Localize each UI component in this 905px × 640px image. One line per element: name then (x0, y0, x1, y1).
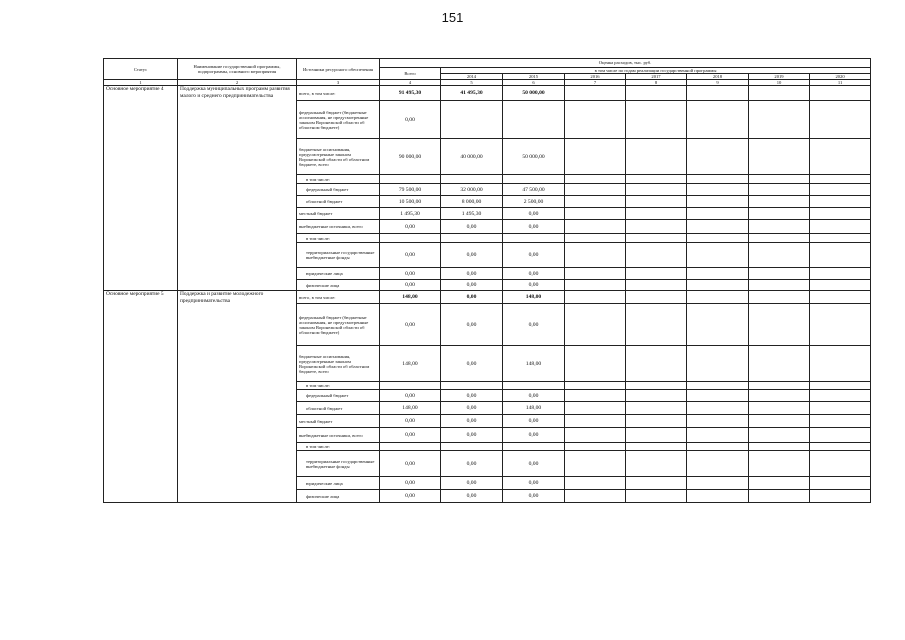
year-2014-cell: 0,00 (441, 346, 503, 382)
table-row (104, 291, 871, 304)
year-2015-cell (503, 234, 565, 243)
empty-year-cell (626, 451, 687, 477)
total-cell: 0,00 (380, 390, 441, 402)
source-cell: федеральный бюджет (297, 390, 380, 402)
source-cell: бюджетные ассигнования, предусмотренные законом Воронежской области об областном бюджете, всего (297, 139, 380, 175)
status-cell: Основное мероприятие 5 (104, 291, 178, 503)
year-2015-cell: 50 000,00 (503, 86, 565, 101)
empty-year-cell (810, 101, 871, 139)
year-2015-cell: 148,00 (503, 291, 565, 304)
empty-year-cell (687, 268, 749, 280)
year-2015-cell: 0,00 (503, 428, 565, 443)
total-cell (380, 443, 441, 451)
empty-year-cell (687, 280, 749, 291)
empty-year-cell (565, 280, 626, 291)
year-2015-cell: 0,00 (503, 268, 565, 280)
empty-year-cell (565, 101, 626, 139)
empty-year-cell (626, 415, 687, 428)
empty-year-cell (810, 243, 871, 268)
year-2015-cell: 0,00 (503, 415, 565, 428)
empty-year-cell (565, 234, 626, 243)
empty-year-cell (749, 208, 810, 220)
source-cell: всего, в том числе: (297, 291, 380, 304)
empty-year-cell (687, 139, 749, 175)
empty-year-cell (749, 220, 810, 234)
column-number: 5 (441, 80, 503, 86)
year-2015-cell: 0,00 (503, 477, 565, 490)
empty-year-cell (626, 280, 687, 291)
source-cell: областной бюджет (297, 196, 380, 208)
empty-year-cell (810, 268, 871, 280)
empty-year-cell (565, 477, 626, 490)
empty-year-cell (749, 268, 810, 280)
total-cell: 148,00 (380, 402, 441, 415)
source-cell: местный бюджет (297, 415, 380, 428)
total-cell: 0,00 (380, 428, 441, 443)
source-cell: в том числе: (297, 382, 380, 390)
empty-year-cell (749, 86, 810, 101)
empty-year-cell (810, 346, 871, 382)
year-2014-cell: 0,00 (441, 220, 503, 234)
empty-year-cell (626, 291, 687, 304)
year-2015-cell: 0,00 (503, 390, 565, 402)
year-2014-cell (441, 101, 503, 139)
empty-year-cell (565, 402, 626, 415)
column-number: 1 (104, 80, 178, 86)
empty-year-cell (810, 415, 871, 428)
total-cell: 91 495,30 (380, 86, 441, 101)
year-2014-cell: 0,00 (441, 490, 503, 503)
column-number: 7 (565, 80, 626, 86)
year-2015-cell: 148,00 (503, 346, 565, 382)
empty-year-cell (565, 415, 626, 428)
empty-year-cell (565, 428, 626, 443)
empty-year-cell (687, 451, 749, 477)
total-cell: 0,00 (380, 220, 441, 234)
empty-year-cell (749, 415, 810, 428)
source-cell: федеральный бюджет (бюджетные ассигнования, не предусмотренные законом Воронежской области об областном бюджете) (297, 101, 380, 139)
year-2014-cell: 0,00 (441, 415, 503, 428)
empty-year-cell (687, 208, 749, 220)
year-2014-cell: 0,00 (441, 280, 503, 291)
empty-year-cell (810, 208, 871, 220)
header-total: Всего (380, 68, 441, 80)
empty-year-cell (687, 184, 749, 196)
empty-year-cell (626, 382, 687, 390)
empty-year-cell (749, 451, 810, 477)
table-row (104, 86, 871, 101)
empty-year-cell (626, 196, 687, 208)
status-cell: Основное мероприятие 4 (104, 86, 178, 291)
empty-year-cell (687, 86, 749, 101)
header-year: 2018 (687, 74, 749, 80)
source-cell: физические лица (297, 490, 380, 503)
total-cell: 0,00 (380, 477, 441, 490)
empty-year-cell (565, 304, 626, 346)
empty-year-cell (810, 196, 871, 208)
empty-year-cell (749, 390, 810, 402)
empty-year-cell (687, 196, 749, 208)
column-number: 8 (626, 80, 687, 86)
empty-year-cell (626, 184, 687, 196)
empty-year-cell (565, 208, 626, 220)
total-cell: 0,00 (380, 490, 441, 503)
empty-year-cell (626, 243, 687, 268)
empty-year-cell (810, 402, 871, 415)
column-number: 11 (810, 80, 871, 86)
empty-year-cell (810, 175, 871, 184)
program-name-cell: Поддержка и развитие молодежного предпринимательства (178, 291, 297, 503)
empty-year-cell (810, 291, 871, 304)
empty-year-cell (749, 382, 810, 390)
empty-year-cell (687, 291, 749, 304)
empty-year-cell (687, 220, 749, 234)
empty-year-cell (810, 304, 871, 346)
year-2015-cell (503, 101, 565, 139)
total-cell: 0,00 (380, 243, 441, 268)
year-2015-cell (503, 175, 565, 184)
year-2015-cell (503, 382, 565, 390)
year-2015-cell: 0,00 (503, 304, 565, 346)
empty-year-cell (749, 184, 810, 196)
year-2014-cell (441, 175, 503, 184)
empty-year-cell (565, 184, 626, 196)
header-year: 2019 (749, 74, 810, 80)
header-source: Источники ресурсного обеспечения (297, 59, 380, 80)
empty-year-cell (749, 291, 810, 304)
empty-year-cell (565, 490, 626, 503)
year-2015-cell: 0,00 (503, 490, 565, 503)
year-2014-cell: 0,00 (441, 291, 503, 304)
source-cell: местный бюджет (297, 208, 380, 220)
empty-year-cell (626, 477, 687, 490)
year-2015-cell (503, 443, 565, 451)
empty-year-cell (687, 477, 749, 490)
empty-year-cell (626, 402, 687, 415)
total-cell: 148,00 (380, 346, 441, 382)
empty-year-cell (687, 346, 749, 382)
empty-year-cell (565, 346, 626, 382)
year-2015-cell: 0,00 (503, 451, 565, 477)
header-name: Наименование государственной программы, подпрограммы, основного мероприятия (178, 59, 297, 80)
year-2014-cell: 40 000,00 (441, 139, 503, 175)
empty-year-cell (810, 184, 871, 196)
empty-year-cell (749, 443, 810, 451)
source-cell: юридические лица (297, 268, 380, 280)
year-2014-cell (441, 443, 503, 451)
empty-year-cell (810, 139, 871, 175)
empty-year-cell (810, 280, 871, 291)
empty-year-cell (749, 402, 810, 415)
empty-year-cell (565, 196, 626, 208)
total-cell: 0,00 (380, 280, 441, 291)
total-cell (380, 234, 441, 243)
year-2014-cell: 0,00 (441, 304, 503, 346)
year-2014-cell: 0,00 (441, 390, 503, 402)
column-number: 2 (178, 80, 297, 86)
empty-year-cell (626, 208, 687, 220)
total-cell (380, 382, 441, 390)
source-cell: внебюджетные источники, всего (297, 220, 380, 234)
source-cell: в том числе: (297, 234, 380, 243)
empty-year-cell (626, 220, 687, 234)
year-2014-cell: 32 000,00 (441, 184, 503, 196)
empty-year-cell (626, 390, 687, 402)
header-estimate: Оценка расходов, тыс. руб. (380, 59, 871, 68)
year-2015-cell: 0,00 (503, 280, 565, 291)
page-number: 151 (441, 10, 464, 25)
empty-year-cell (565, 382, 626, 390)
year-2014-cell: 0,00 (441, 428, 503, 443)
total-cell (380, 175, 441, 184)
empty-year-cell (687, 175, 749, 184)
year-2014-cell: 0,00 (441, 451, 503, 477)
total-cell: 79 500,00 (380, 184, 441, 196)
total-cell: 1 495,30 (380, 208, 441, 220)
year-2014-cell: 0,00 (441, 477, 503, 490)
empty-year-cell (687, 382, 749, 390)
empty-year-cell (565, 443, 626, 451)
empty-year-cell (810, 428, 871, 443)
column-number: 9 (687, 80, 749, 86)
empty-year-cell (626, 86, 687, 101)
empty-year-cell (687, 101, 749, 139)
empty-year-cell (810, 451, 871, 477)
header-year: 2020 (810, 74, 871, 80)
empty-year-cell (749, 490, 810, 503)
empty-year-cell (626, 346, 687, 382)
empty-year-cell (687, 390, 749, 402)
empty-year-cell (626, 139, 687, 175)
year-2015-cell: 47 500,00 (503, 184, 565, 196)
source-cell: всего, в том числе: (297, 86, 380, 101)
empty-year-cell (687, 443, 749, 451)
source-cell: в том числе: (297, 175, 380, 184)
total-cell: 0,00 (380, 415, 441, 428)
source-cell: федеральный бюджет (бюджетные ассигнования, не предусмотренные законом Воронежской области об областном бюджете) (297, 304, 380, 346)
total-cell: 90 000,00 (380, 139, 441, 175)
empty-year-cell (565, 291, 626, 304)
empty-year-cell (626, 268, 687, 280)
empty-year-cell (810, 220, 871, 234)
column-number: 6 (503, 80, 565, 86)
header-year: 2017 (626, 74, 687, 80)
empty-year-cell (687, 490, 749, 503)
source-cell: территориальные государственные внебюджетные фонды (297, 451, 380, 477)
year-2014-cell: 1 495,30 (441, 208, 503, 220)
empty-year-cell (565, 243, 626, 268)
empty-year-cell (810, 382, 871, 390)
year-2014-cell: 0,00 (441, 268, 503, 280)
source-cell: юридические лица (297, 477, 380, 490)
total-cell: 0,00 (380, 268, 441, 280)
empty-year-cell (687, 415, 749, 428)
empty-year-cell (810, 477, 871, 490)
source-cell: федеральный бюджет (297, 184, 380, 196)
empty-year-cell (749, 428, 810, 443)
empty-year-cell (565, 220, 626, 234)
year-2014-cell: 41 495,30 (441, 86, 503, 101)
source-cell: областной бюджет (297, 402, 380, 415)
empty-year-cell (565, 451, 626, 477)
empty-year-cell (687, 234, 749, 243)
empty-year-cell (626, 175, 687, 184)
total-cell: 0,00 (380, 451, 441, 477)
empty-year-cell (749, 196, 810, 208)
source-cell: физические лица (297, 280, 380, 291)
total-cell: 0,00 (380, 101, 441, 139)
year-2014-cell: 8 000,00 (441, 196, 503, 208)
empty-year-cell (626, 234, 687, 243)
source-cell: бюджетные ассигнования, предусмотренные законом Воронежской области об областном бюджете, всего (297, 346, 380, 382)
source-cell: внебюджетные источники, всего (297, 428, 380, 443)
empty-year-cell (626, 443, 687, 451)
year-2014-cell: 0,00 (441, 402, 503, 415)
empty-year-cell (749, 304, 810, 346)
header-by-years: в том числе по годам реализации государственной программы (441, 68, 871, 74)
header-year: 2015 (503, 74, 565, 80)
year-2015-cell: 0,00 (503, 243, 565, 268)
year-2015-cell: 50 000,00 (503, 139, 565, 175)
year-2015-cell: 0,00 (503, 220, 565, 234)
empty-year-cell (565, 175, 626, 184)
empty-year-cell (749, 234, 810, 243)
empty-year-cell (749, 280, 810, 291)
empty-year-cell (810, 234, 871, 243)
budget-table (103, 58, 871, 503)
source-cell: в том числе: (297, 443, 380, 451)
header-year: 2014 (441, 74, 503, 80)
total-cell: 0,00 (380, 304, 441, 346)
empty-year-cell (626, 428, 687, 443)
empty-year-cell (749, 346, 810, 382)
total-cell: 148,00 (380, 291, 441, 304)
empty-year-cell (810, 86, 871, 101)
empty-year-cell (749, 101, 810, 139)
empty-year-cell (565, 139, 626, 175)
empty-year-cell (687, 428, 749, 443)
empty-year-cell (626, 304, 687, 346)
column-number: 4 (380, 80, 441, 86)
year-2014-cell (441, 382, 503, 390)
empty-year-cell (810, 390, 871, 402)
year-2015-cell: 0,00 (503, 208, 565, 220)
empty-year-cell (810, 443, 871, 451)
header-year: 2016 (565, 74, 626, 80)
program-name-cell: Поддержка муниципальных программ развития малого и среднего предпринимательства (178, 86, 297, 291)
empty-year-cell (687, 402, 749, 415)
empty-year-cell (749, 243, 810, 268)
empty-year-cell (565, 268, 626, 280)
column-number: 3 (297, 80, 380, 86)
total-cell: 10 500,00 (380, 196, 441, 208)
year-2015-cell: 2 500,00 (503, 196, 565, 208)
empty-year-cell (749, 139, 810, 175)
year-2015-cell: 148,00 (503, 402, 565, 415)
empty-year-cell (749, 175, 810, 184)
source-cell: территориальные государственные внебюджетные фонды (297, 243, 380, 268)
empty-year-cell (565, 390, 626, 402)
empty-year-cell (687, 243, 749, 268)
empty-year-cell (565, 86, 626, 101)
empty-year-cell (687, 304, 749, 346)
empty-year-cell (810, 490, 871, 503)
header-status: Статус (104, 59, 178, 80)
empty-year-cell (626, 101, 687, 139)
column-number: 10 (749, 80, 810, 86)
empty-year-cell (626, 490, 687, 503)
empty-year-cell (749, 477, 810, 490)
year-2014-cell (441, 234, 503, 243)
year-2014-cell: 0,00 (441, 243, 503, 268)
